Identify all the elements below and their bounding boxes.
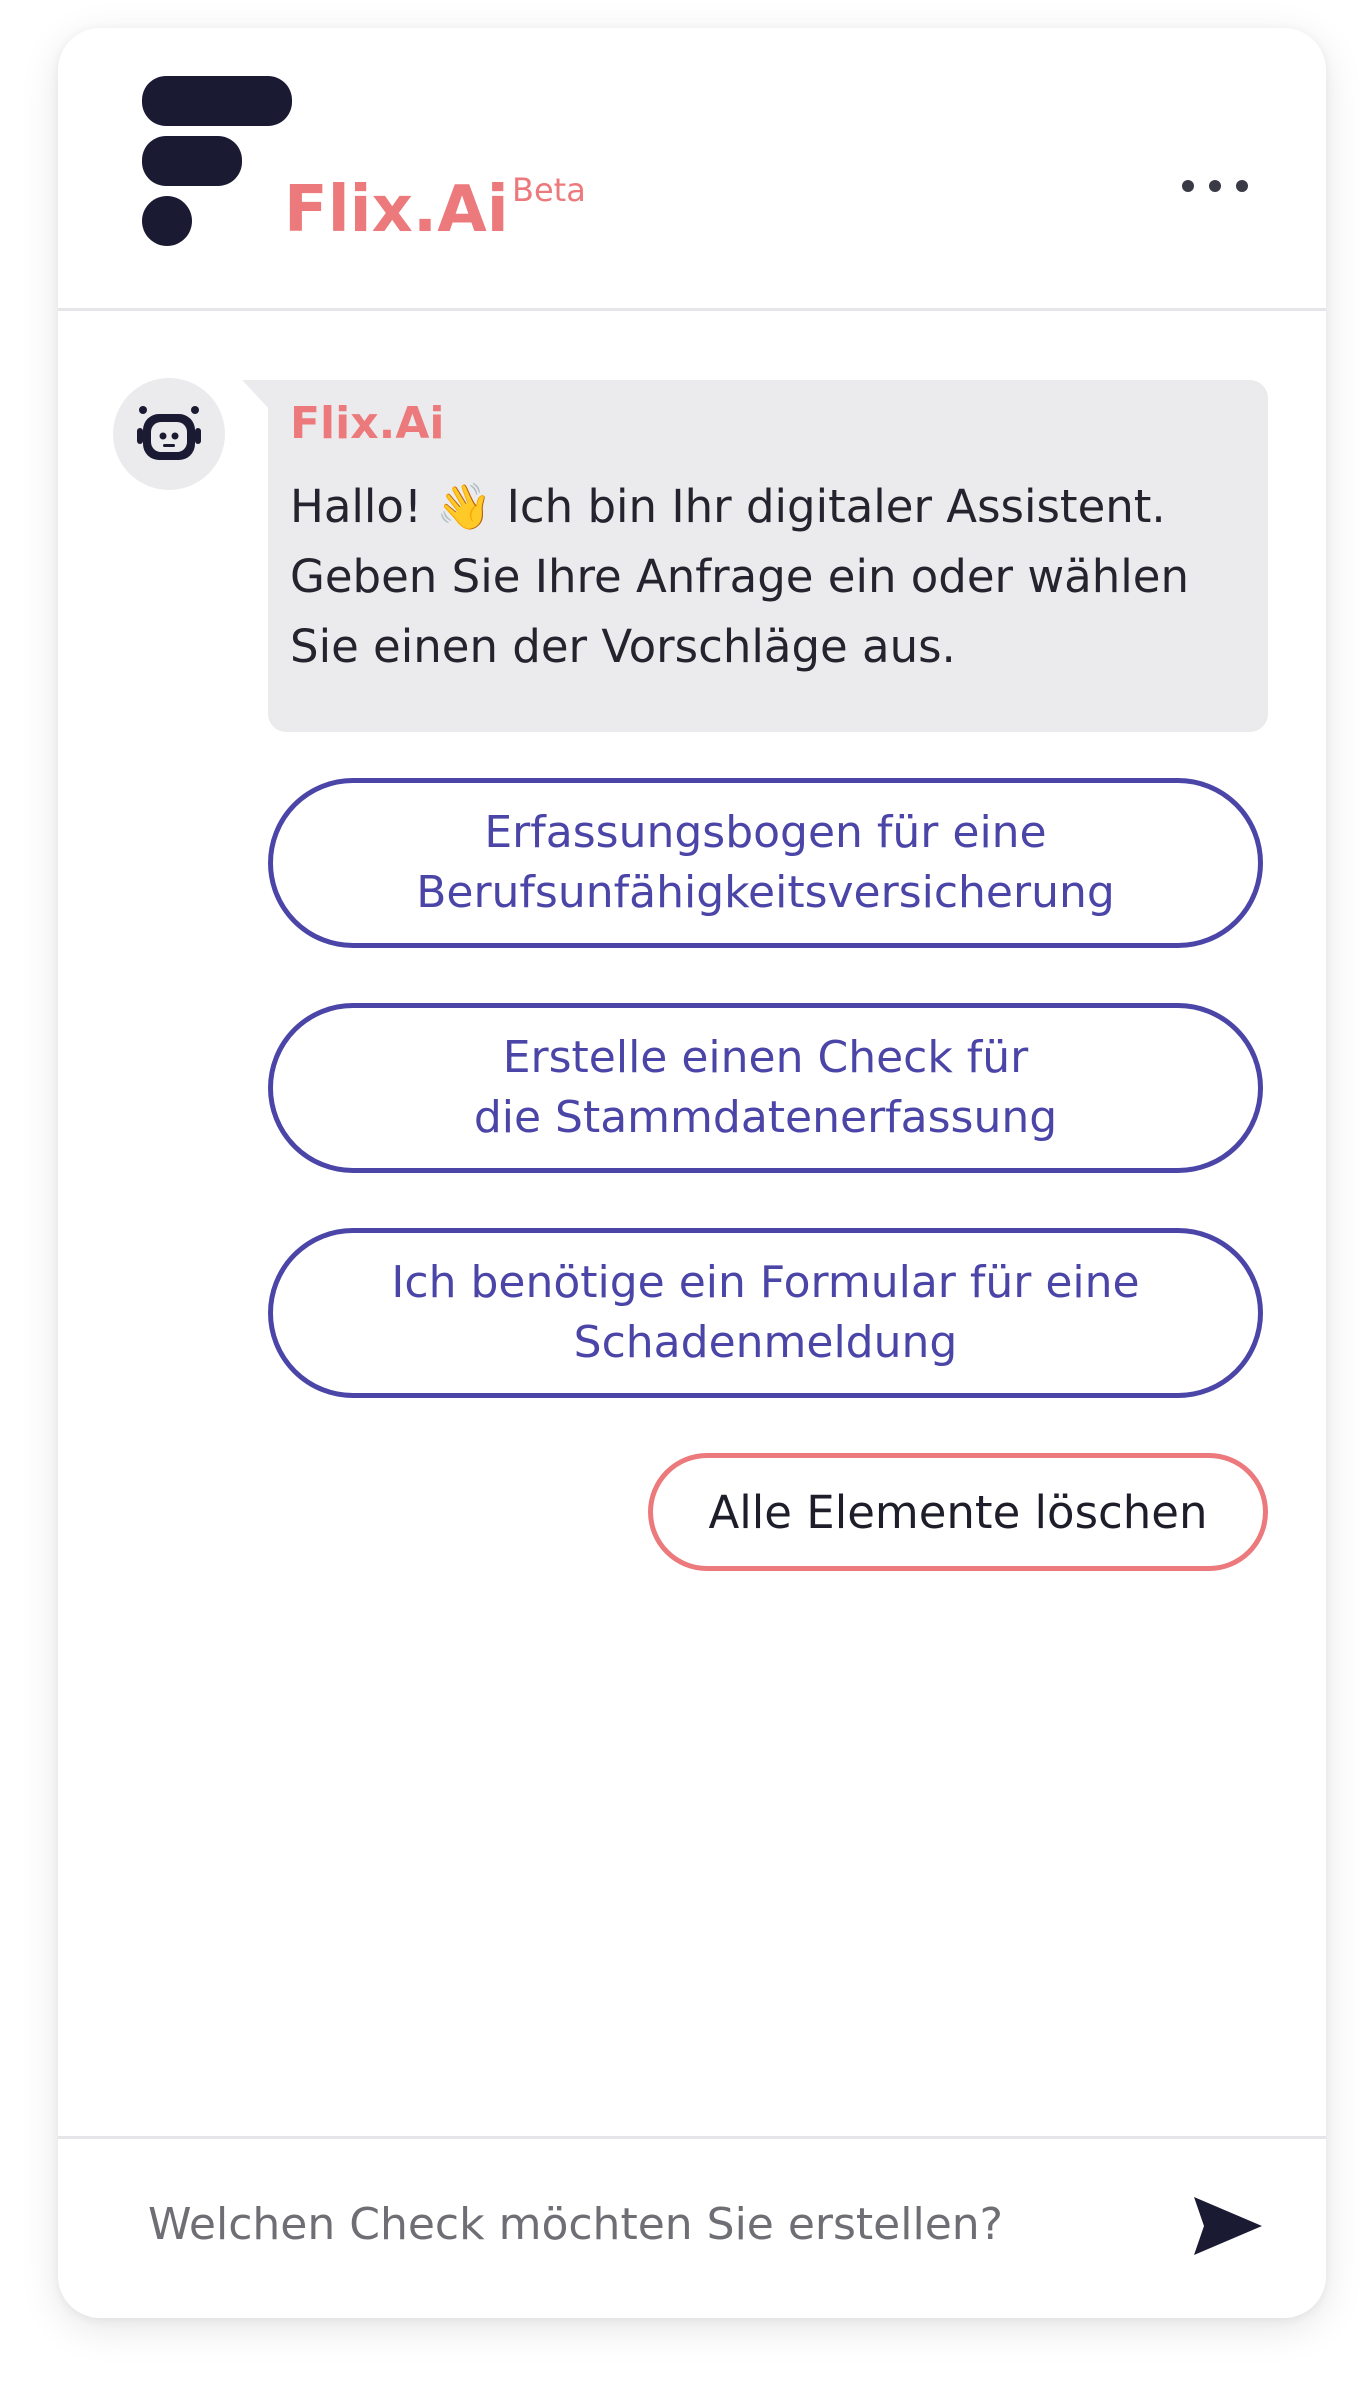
suggestion-label-line2: Schadenmeldung	[573, 1317, 958, 1368]
logo-icon	[142, 76, 292, 246]
message-text: Hallo! 👋 Ich bin Ihr digitaler Assistent. Geben Sie Ihre Anfrage ein oder wählen Sie einen der Vorschläge aus.	[290, 480, 1189, 673]
suggestion-button-master-data-check[interactable]	[268, 1003, 1263, 1173]
robot-icon	[135, 400, 203, 468]
suggestion-label-line1: Erfassungsbogen für eine	[484, 807, 1047, 858]
beta-badge: Beta	[512, 171, 586, 209]
suggestion-label-line1: Ich benötige ein Formular für eine	[391, 1257, 1140, 1308]
message-sender: Flix.Ai	[290, 398, 445, 449]
send-icon[interactable]	[1188, 2191, 1268, 2261]
bot-message-bubble	[268, 380, 1268, 732]
chat-header	[58, 28, 1326, 311]
chat-widget	[58, 28, 1326, 2318]
bubble-tail	[242, 380, 270, 410]
suggestion-label-line2: Berufsunfähigkeitsversicherung	[416, 867, 1115, 918]
suggestion-label-line1: Erstelle einen Check für	[502, 1032, 1029, 1083]
brand-name: Flix.Ai	[284, 173, 509, 247]
suggestion-button-disability-insurance[interactable]	[268, 778, 1263, 948]
suggestion-label-line2: die Stammdatenerfassung	[473, 1092, 1058, 1143]
chat-input[interactable]	[148, 2179, 1148, 2269]
clear-all-button[interactable]: Alle Elemente löschen	[648, 1453, 1268, 1571]
bot-avatar	[113, 378, 225, 490]
more-menu-icon[interactable]	[1180, 166, 1250, 206]
chat-input-bar	[58, 2136, 1326, 2318]
suggestion-button-damage-report[interactable]	[268, 1228, 1263, 1398]
